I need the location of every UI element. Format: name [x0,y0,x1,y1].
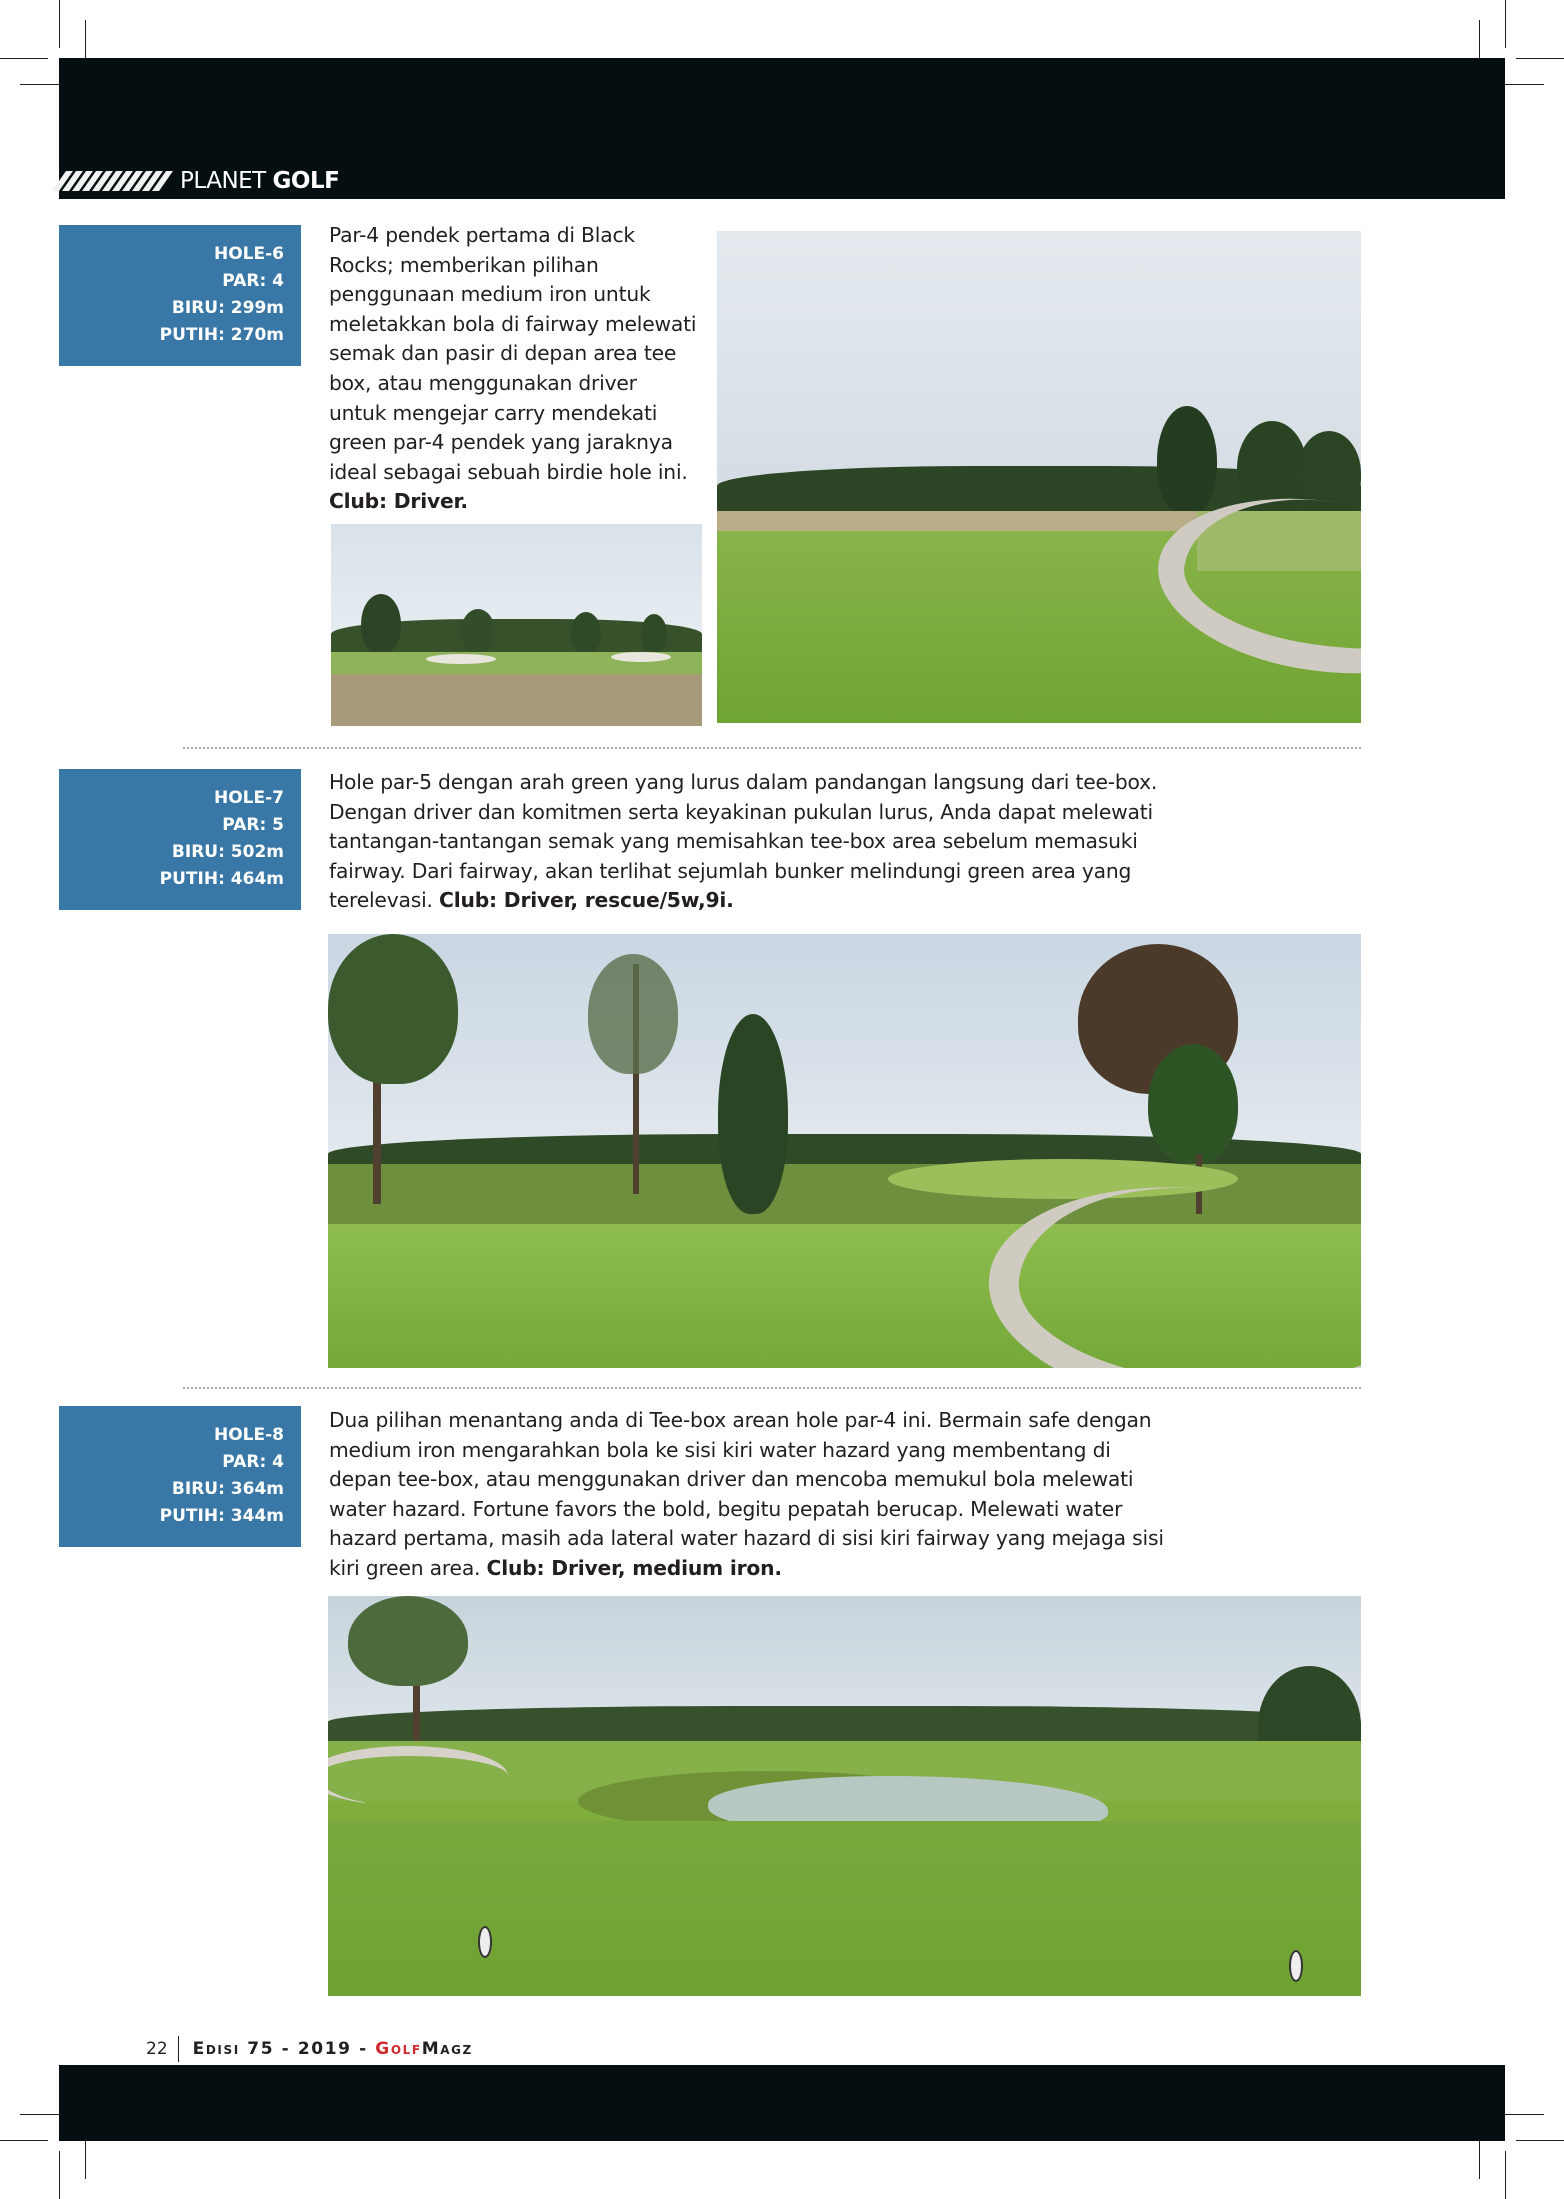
section-divider [183,747,1361,749]
tee-marker-icon [1289,1950,1303,1982]
hole-number: HOLE-8 [213,1425,284,1445]
crop-mark [0,58,48,59]
brand-red: Golf [375,2039,422,2059]
hole-biru-distance: BIRU: 364m [171,1479,284,1499]
hole-description: Hole par-5 dengan arah green yang lurus dalam pandangan langsung dari tee-box. Dengan driver dan komitmen serta keyakinan pukulan lurus, Anda dapat melewati tantangan-tantangan semak yang memisahkan tee-box area sebelum memasuki fairway. Dari fairway, akan terlihat sejumlah bunker melindungi green area yang terelevasi. Club: Driver, rescue/5w,9i. [329,770,1158,913]
hole-info-box [59,769,301,910]
hole-par: PAR: 4 [222,1452,284,1472]
crop-mark [1516,2140,1564,2141]
hole-number: HOLE-6 [213,244,284,264]
hole-putih-distance: PUTIH: 270m [159,325,284,345]
hole-biru-distance: BIRU: 502m [171,842,284,862]
hole-7-photo [328,934,1361,1368]
hole-description: Dua pilihan menantang anda di Tee-box arean hole par-4 ini. Bermain safe dengan medium iron mengarahkan bola ke sisi kiri water hazard yang membentang di depan tee-box, atau menggunakan driver dan mencoba memukul bola melewati water hazard. Fortune favors the bold, begitu pepatah berucap. Melewati water hazard pertama, masih ada lateral water hazard di sisi kiri fairway yang mejaga sisi kiri green area. Club: Driver, medium iron. [329,1408,1164,1580]
hole-info-box [59,1406,301,1547]
crop-mark [1516,58,1564,59]
publication-info: Edisi 75 - 2019 - GolfMagz [192,2039,473,2059]
crop-mark [1505,0,1506,48]
page-number: 22 [146,2036,179,2062]
crop-mark [1505,2151,1506,2199]
hole-6-photo-large [717,231,1361,723]
crop-mark [59,2151,60,2199]
tee-marker-icon [478,1926,492,1958]
hole-putih-distance: PUTIH: 464m [159,869,284,889]
section-title: PLANET GOLF [180,168,340,194]
brand-dark: Magz [421,2039,473,2059]
crop-mark [59,0,60,48]
hole-par: PAR: 5 [222,815,284,835]
header-band [59,58,1505,199]
section-divider [183,1387,1361,1389]
hole-number: HOLE-7 [213,788,284,808]
section-label [59,163,339,199]
hole-biru-distance: BIRU: 299m [171,298,284,318]
stripes-decoration-icon [59,171,166,191]
club-recommendation: Club: Driver, medium iron. [486,1555,782,1580]
club-recommendation: Club: Driver. [329,489,468,514]
footer-band [59,2065,1505,2141]
club-recommendation: Club: Driver, rescue/5w,9i. [439,888,734,913]
hole-putih-distance: PUTIH: 344m [159,1506,284,1526]
crop-mark [0,2140,48,2141]
hole-description: Par-4 pendek pertama di Black Rocks; memberikan pilihan penggunaan medium iron untuk meletakkan bola di fairway melewati semak dan pasir di depan area tee box, atau menggunakan driver untuk mengejar carry mendekati green par-4 pendek yang jaraknya ideal sebagai sebuah birdie hole ini. Club: Driver. [329,223,697,514]
hole-8-photo [328,1596,1361,1996]
hole-par: PAR: 4 [222,271,284,291]
hole-info-box [59,225,301,366]
footer [146,2036,473,2062]
hole-6-photo-small [331,524,702,726]
